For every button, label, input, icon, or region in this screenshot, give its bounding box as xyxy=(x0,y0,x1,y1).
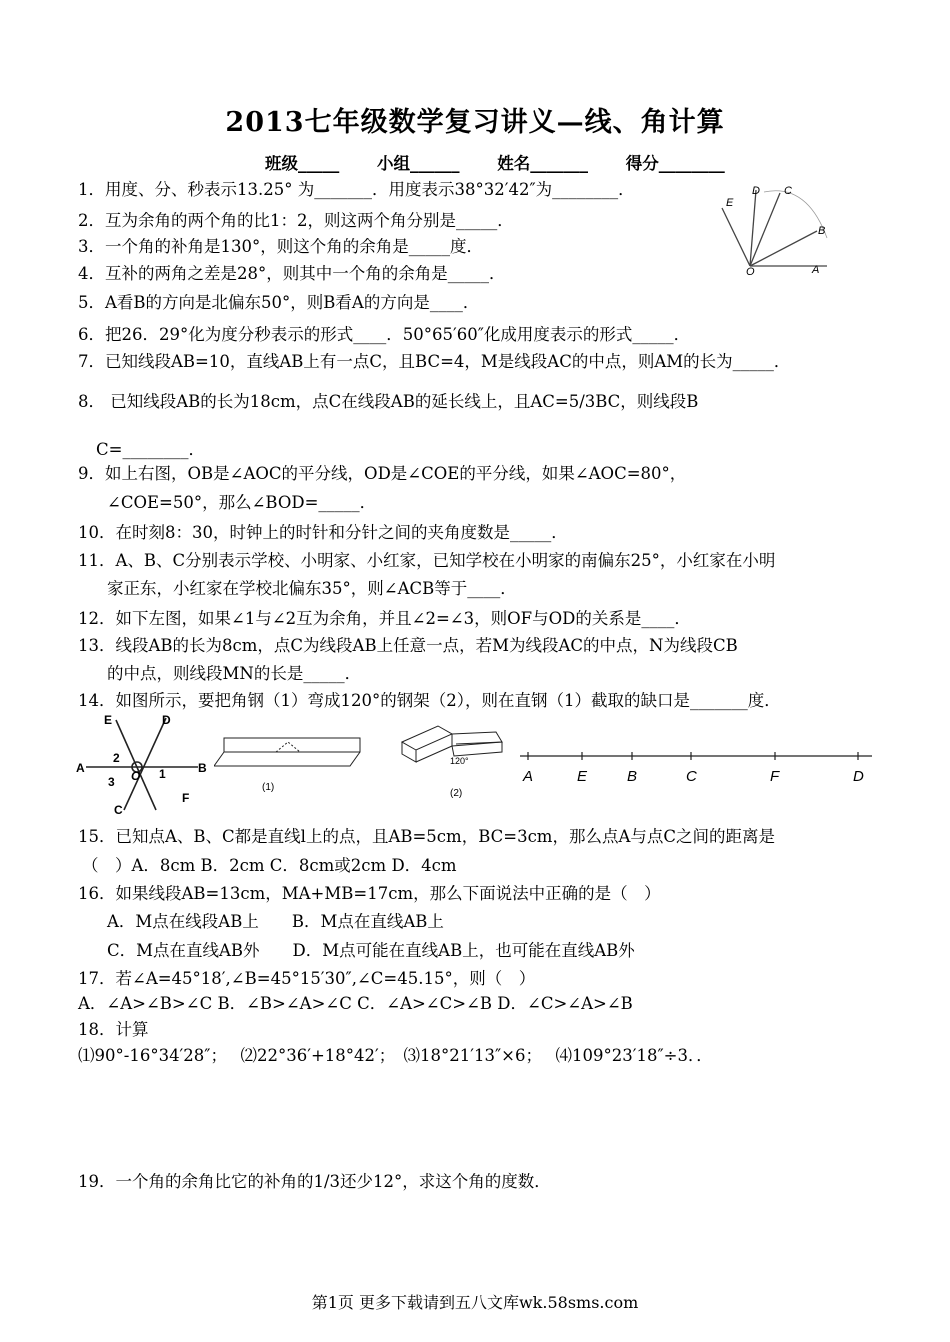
question-18: 18．计算 xyxy=(78,1020,149,1039)
question-10: 10．在时刻8：30，时钟上的时针和分针之间的夹角度数是_____． xyxy=(78,523,568,542)
class-field: 班级_____ xyxy=(265,154,340,173)
label-F: F xyxy=(770,768,780,785)
question-17: 17．若∠A=45°18′,∠B=45°15′30″,∠C=45.15°，则（ ） xyxy=(78,969,536,988)
question-8: 8． 已知线段AB的长为18cm，点C在线段AB的延长线上，且AC=5/3BC，则线段B xyxy=(78,392,699,411)
label-A: A xyxy=(76,761,85,775)
page-title: 2013七年级数学复习讲义—线、角计算 xyxy=(225,107,725,138)
label-A: A xyxy=(812,264,820,276)
label-1: 1 xyxy=(159,767,166,781)
question-12: 12．如下左图，如果∠1与∠2互为余角，并且∠2=∠3，则OF与OD的关系是____． xyxy=(78,609,691,628)
label-2: (2) xyxy=(450,788,463,799)
question-7: 7．已知线段AB=10，直线AB上有一点C，且BC=4，M是线段AC的中点，则AM的长为_____． xyxy=(78,352,791,371)
label-A: A xyxy=(523,768,534,785)
question-5: 5．A看B的方向是北偏东50°，则B看A的方向是____． xyxy=(78,293,480,312)
question-8-cont: C=________． xyxy=(96,440,205,459)
label-O: O xyxy=(131,769,141,783)
page-footer: 第1页 更多下载请到五八文库wk.58sms.com xyxy=(311,1293,639,1312)
label-B: B xyxy=(198,761,207,775)
ray-OE xyxy=(722,208,750,266)
question-9: 9．如上右图，OB是∠AOC的平分线，OD是∠COE的平分线，如果∠AOC=80°， xyxy=(78,464,687,483)
score-field: 得分________ xyxy=(625,154,725,173)
question-11-cont: 家正东，小红家在学校北偏东35°，则∠ACB等于____． xyxy=(107,579,517,598)
question-13-cont: 的中点，则线段MN的长是_____． xyxy=(107,664,362,683)
label-O: O xyxy=(746,266,755,278)
question-1: 1．用度、分、秒表示13.25° 为_______．用度表示38°32′42″为________． xyxy=(78,180,635,199)
question-16-options-ab: A．M点在线段AB上 B．M点在直线AB上 xyxy=(107,912,444,931)
label-D: D xyxy=(162,713,171,727)
group-field: 小组______ xyxy=(377,154,460,173)
label-C: C xyxy=(686,768,697,785)
angle-steel-figure-1 xyxy=(214,728,364,798)
question-14: 14．如图所示，要把角钢（1）弯成120°的钢架（2），则在直钢（1）截取的缺口是_______度． xyxy=(78,691,781,710)
label-F: F xyxy=(182,791,190,805)
angle-120-label: 120° xyxy=(450,756,469,766)
question-13: 13．线段AB的长为8cm，点C为线段AB上任意一点，若M为线段AC的中点，N为线段CB xyxy=(78,636,738,655)
question-2: 2．互为余角的两个角的比1：2，则这两个角分别是_____． xyxy=(78,211,514,230)
question-15-options: （ ）A．8cm B．2cm C．8cm或2cm D．4cm xyxy=(82,856,457,875)
name-field: 姓名_______ xyxy=(497,154,588,173)
question-18-items: ⑴90°-16°34′28″； ⑵22°36′+18°42′； ⑶18°21′13″×6； ⑷109°23′18″÷3．． xyxy=(78,1046,713,1065)
angle-figure-top-right xyxy=(712,178,832,278)
label-2: 2 xyxy=(113,751,120,765)
number-line-figure xyxy=(516,742,876,788)
question-3: 3．一个角的补角是130°，则这个角的余角是_____度． xyxy=(78,237,483,256)
notch-mark xyxy=(276,742,300,752)
line-DC xyxy=(124,718,166,810)
label-D: D xyxy=(853,768,864,785)
label-3: 3 xyxy=(108,775,115,789)
ray-OB xyxy=(750,231,817,266)
student-info-line xyxy=(265,150,757,174)
label-C: C xyxy=(784,185,792,197)
question-19: 19．一个角的余角比它的补角的1/3还少12°，求这个角的度数． xyxy=(78,1172,551,1191)
question-17-options: A．∠A>∠B>∠C B．∠B>∠A>∠C C．∠A>∠C>∠B D．∠C>∠A>∠B xyxy=(78,994,633,1013)
angle-steel-figure-2 xyxy=(396,712,508,802)
label-C: C xyxy=(114,803,123,816)
question-6: 6．把26．29°化为度分秒表示的形式____．50°65′60″化成用度表示的形式_____． xyxy=(78,325,691,344)
left-arm-top xyxy=(402,726,452,750)
label-E: E xyxy=(726,197,734,209)
question-16: 16．如果线段AB=13cm，MA+MB=17cm，那么下面说法中正确的是（ ） xyxy=(78,884,661,903)
label-D: D xyxy=(752,185,760,197)
label-E: E xyxy=(577,768,588,785)
label-1: (1) xyxy=(262,782,275,793)
left-arm-side xyxy=(402,742,416,762)
intersecting-lines-figure xyxy=(76,710,216,816)
label-B: B xyxy=(818,225,826,237)
steel-bottom-face xyxy=(214,752,360,766)
question-9-cont: ∠COE=50°，那么∠BOD=_____． xyxy=(107,493,377,512)
question-15: 15．已知点A、B、C都是直线l上的点，且AB=5cm，BC=3cm，那么点A与点C之间的距离是 xyxy=(78,827,775,846)
question-11: 11．A、B、C分别表示学校、小明家、小红家，已知学校在小明家的南偏东25°，小红家在小明 xyxy=(78,551,776,570)
question-4: 4．互补的两角之差是28°，则其中一个角的余角是_____． xyxy=(78,264,506,283)
label-B: B xyxy=(627,768,638,785)
line-EF xyxy=(116,720,156,810)
label-E: E xyxy=(104,713,113,727)
question-16-options-cd: C．M点在直线AB外 D．M点可能在直线AB上，也可能在直线AB外 xyxy=(107,941,635,960)
